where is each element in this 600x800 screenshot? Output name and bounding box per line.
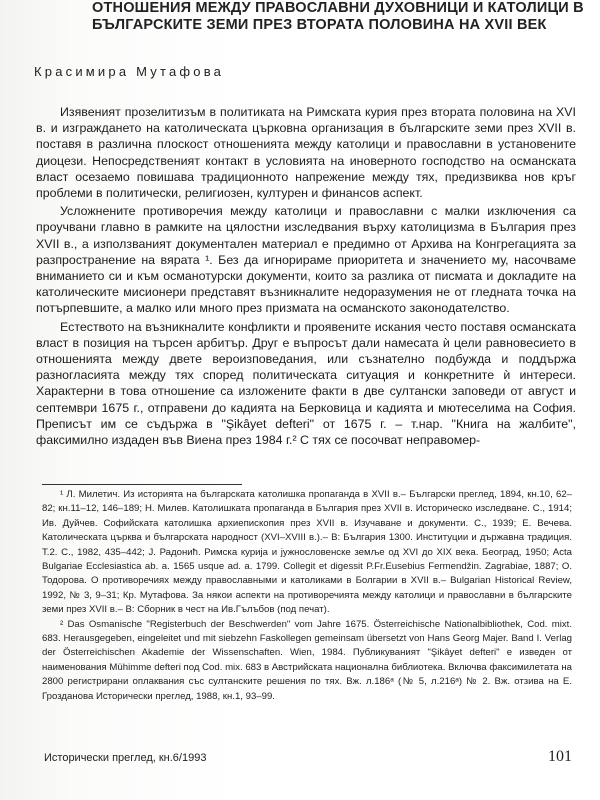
article-body	[36, 104, 576, 448]
footnotes	[42, 488, 572, 704]
body-paragraph-3: Естеството на възникналите конфликти и проявените искания често поставя османската власт в позиция на търсен арбитър. Друг е въпросът дали намесата ѝ цели равновесието в отношенията между двете вероизповедания, или съзнателно подбужда и поддържа разногласията между тях според политическата ситуация и конкретните ѝ интереси. Характерни в това отношение са изложените факти в две султански заповеди от август и септември 1675 г., отправени до кадията на Берковица и кадията и мютеселима на София. Преписът им се съдържа в "Şikâyet defteri" от 1675 г. – т.нар. "Книга на жалбите", факсимилно издаден във Виена през 1984 г.² С тях се посочват неправомер-	[36, 319, 576, 448]
body-paragraph-1: Изявеният прозелитизъм в политиката на Римската курия през втората половина на XVI в. и изграждането на католическата църковна организация в българските земи през XVII в. поставя в различна плоскост отношенията между католици и православни в установените диоцези. Непосредственият контакт в условията на иноверното господство на османската власт осезаемо повишава традиционното напрежение между тях, предизвиква нов кръг проблеми в политически, религиозен, културен и финансов аспект.	[36, 105, 576, 201]
footnote-1: ¹ Л. Милетич. Из историята на българската католишка пропаганда в XVII в.– Български преглед, 1894, кн.10, 62–82; кн.11–12, 146–189; Н. Милев. Католишката пропаганда в България през XVII в. Историческо изследване. С., 1914; Ив. Дуйчев. Софийската католишка архиепископия през XVII в. Изучаване и документи. С., 1939; Е. Вечева. Католическата църква и българската народност (XVI–XVIII в.).– В: България 1300. Институции и държавна традиция. Т.2. С., 1982, 435–442; J. Радонић. Римска курија и јужнословенске земље од XVI до XIX века. Београд, 1950; Acta Bulgariae Ecclesiastica ab. a. 1565 usque ad. a. 1799. Collegit et digessit P.Fr.Eusebius Fermendžin. Zagrabiae, 1887; О. Тодорова. О противоречиях между православными и католиками в Болгарии в XVII в.– Bulgarian Historical Review, 1992, № 3, 9–31; Кр. Мутафова. За някои аспекти на противоречията между католици и православни в българските земи през XVII в.– В: Сборник в чест на Ив.Гълъбов (под печат).	[42, 489, 572, 616]
body-paragraph-2: Усложнените противоречия между католици и православни с малки изключения са проучвани главно в рамките на цялостни изследвания върху католицизма в България през XVII в., а използваният документален материал е предимно от Архива на Конгрегацията за разпространение на вярата ¹. Без да игнорираме приоритета и значението му, насочваме вниманието си и към османотурски документи, които за разлика от писмата и докладите на католическите мисионери представят възникналите недоразумения не от гледната точка на потърпевшите, а малко или много през призмата на османското законодателство.	[36, 204, 576, 316]
footnote-2: ² Das Osmanische "Registerbuch der Beschwerden" vom Jahre 1675. Österreichische Nationalbibliothek, Cod. mixt. 683. Herausgegeben, eingeleitet und mit siebzehn Faskollegen gemeinsam übersetzt von Hans Georg Majer. Band I. Verlag der Österreichischen Akademie der Wissenschaften. Wien, 1984. Публикуваният "Şikâyet defteri" е изведен от наименования Mühimme defteri под Cod. mix. 683 в Австрийската национална библиотека. Включва факсимилетата на 2800 регистрирани оплаквания със султанските решения по тях. Вж. л.186ᵃ (№ 5, л.216ᵃ) № 2. Вж. отзива на Е. Грозданова Исторически преглед, 1988, кн.1, 93–99.	[42, 618, 572, 702]
title-line-1: ОТНОШЕНИЯ МЕЖДУ ПРАВОСЛАВНИ ДУХОВНИЦИ И КАТОЛИЦИ В	[92, 0, 584, 16]
footnote-separator	[42, 484, 242, 485]
journal-reference: Исторически преглед, кн.6/1993	[44, 752, 207, 764]
title-line-2: БЪЛГАРСКИТЕ ЗЕМИ ПРЕЗ ВТОРАТА ПОЛОВИНА НА XVII ВЕК	[92, 17, 547, 33]
article-title	[92, 0, 592, 34]
author-name: Красимира Мутафова	[34, 64, 225, 79]
page-number: 101	[548, 748, 572, 765]
